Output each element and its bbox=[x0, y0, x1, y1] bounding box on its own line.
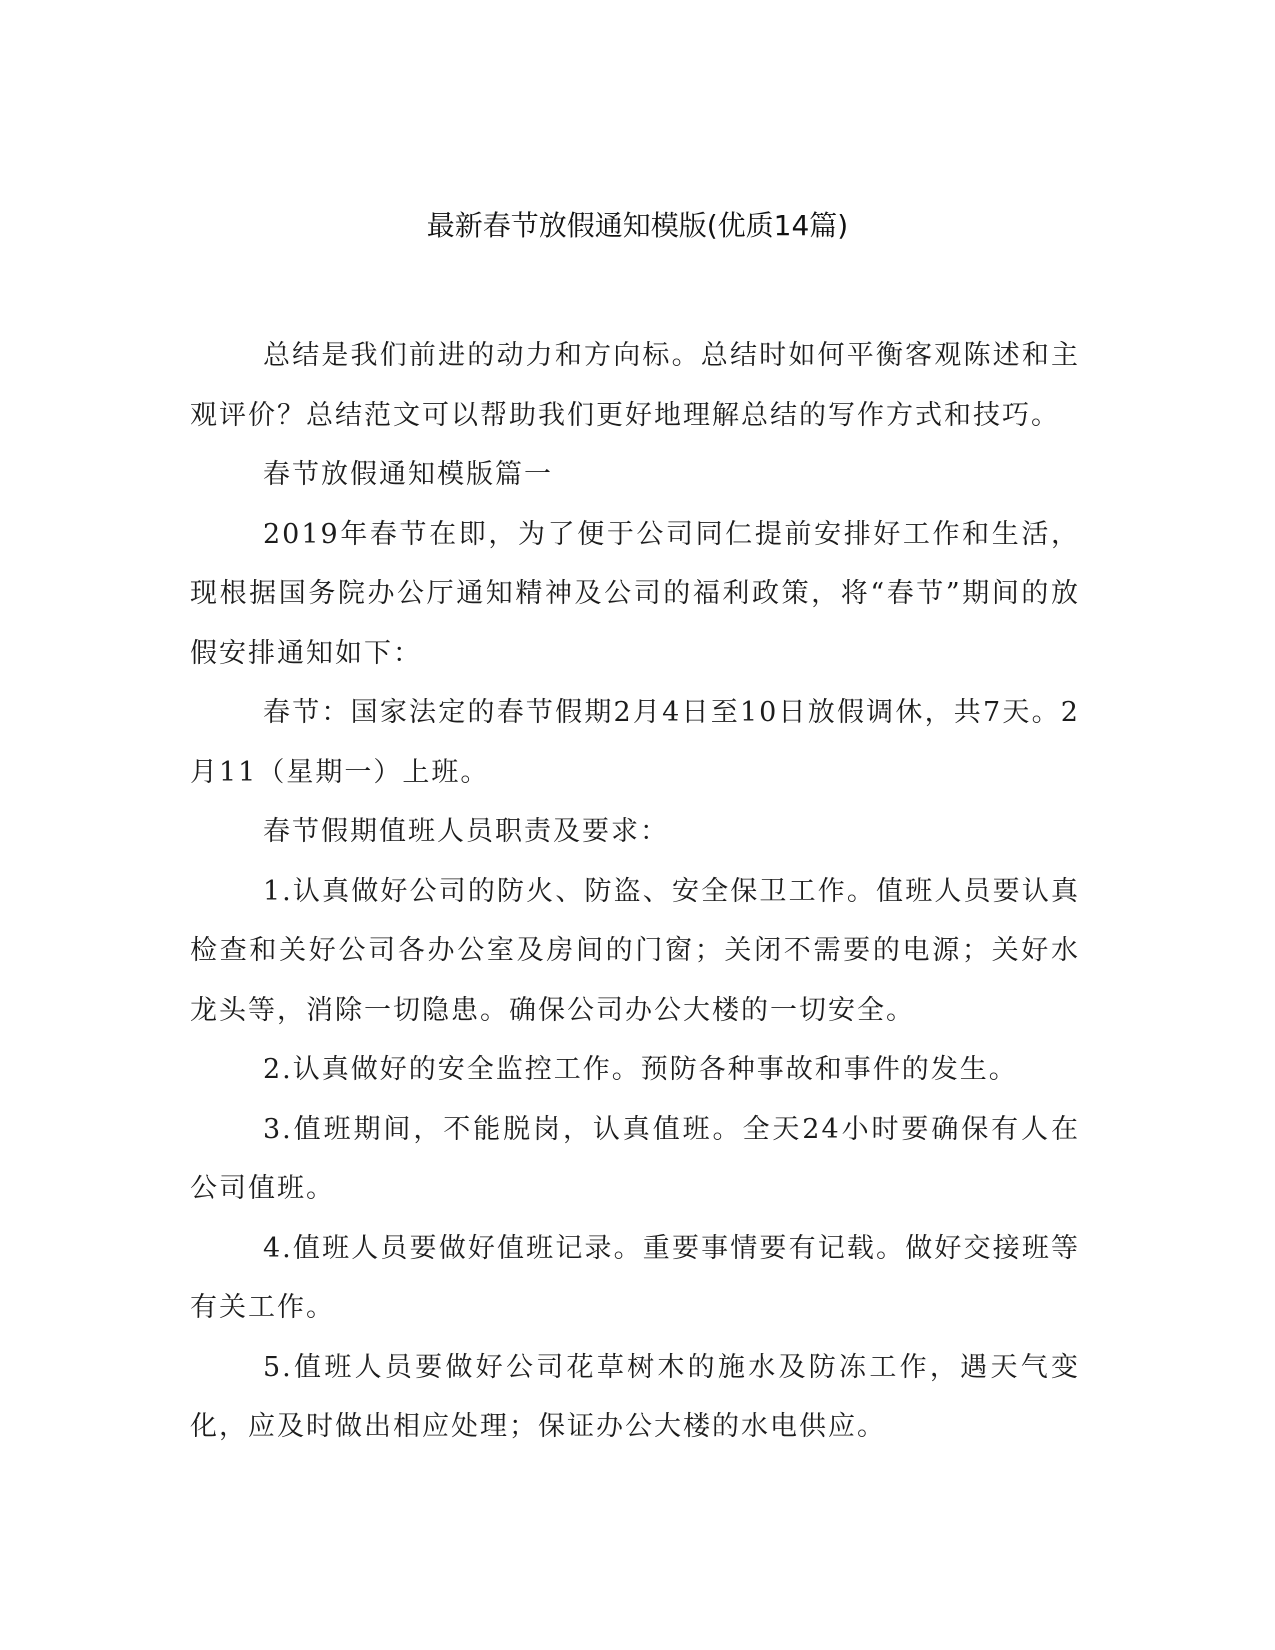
duty-item-5: 5.值班人员要做好公司花草树木的施水及防冻工作，遇天气变化，应及时做出相应处理；保证办公大楼的水电供应。 bbox=[190, 1351, 1080, 1442]
duty-item-3: 3.值班期间，不能脱岗，认真值班。全天24小时要确保有人在公司值班。 bbox=[190, 1113, 1080, 1204]
duty-item-1: 1.认真做好公司的防火、防盗、安全保卫工作。值班人员要认真检查和关好公司各办公室及房间的门窗；关闭不需要的电源；关好水龙头等，消除一切隐患。确保公司办公大楼的一切安全。 bbox=[190, 875, 1080, 1026]
document-body bbox=[190, 326, 1080, 1457]
section-heading: 春节放假通知模版篇一 bbox=[263, 459, 553, 490]
document-title: 最新春节放假通知模版(优质14篇) bbox=[426, 209, 849, 242]
notice-paragraph: 2019年春节在即，为了便于公司同仁提前安排好工作和生活，现根据国务院办公厅通知精神及公司的福利政策，将“春节”期间的放假安排通知如下： bbox=[190, 518, 1080, 669]
duty-item-2: 2.认真做好的安全监控工作。预防各种事故和事件的发生。 bbox=[263, 1054, 1018, 1085]
intro-paragraph: 总结是我们前进的动力和方向标。总结时如何平衡客观陈述和主观评价？总结范文可以帮助我们更好地理解总结的写作方式和技巧。 bbox=[190, 340, 1080, 431]
duty-item-4: 4.值班人员要做好值班记录。重要事情要有记载。做好交接班等有关工作。 bbox=[190, 1232, 1080, 1323]
holiday-dates-paragraph: 春节：国家法定的春节假期2月4日至10日放假调休，共7天。2月11（星期一）上班。 bbox=[190, 697, 1080, 788]
duty-requirements-heading: 春节假期值班人员职责及要求： bbox=[263, 816, 669, 847]
